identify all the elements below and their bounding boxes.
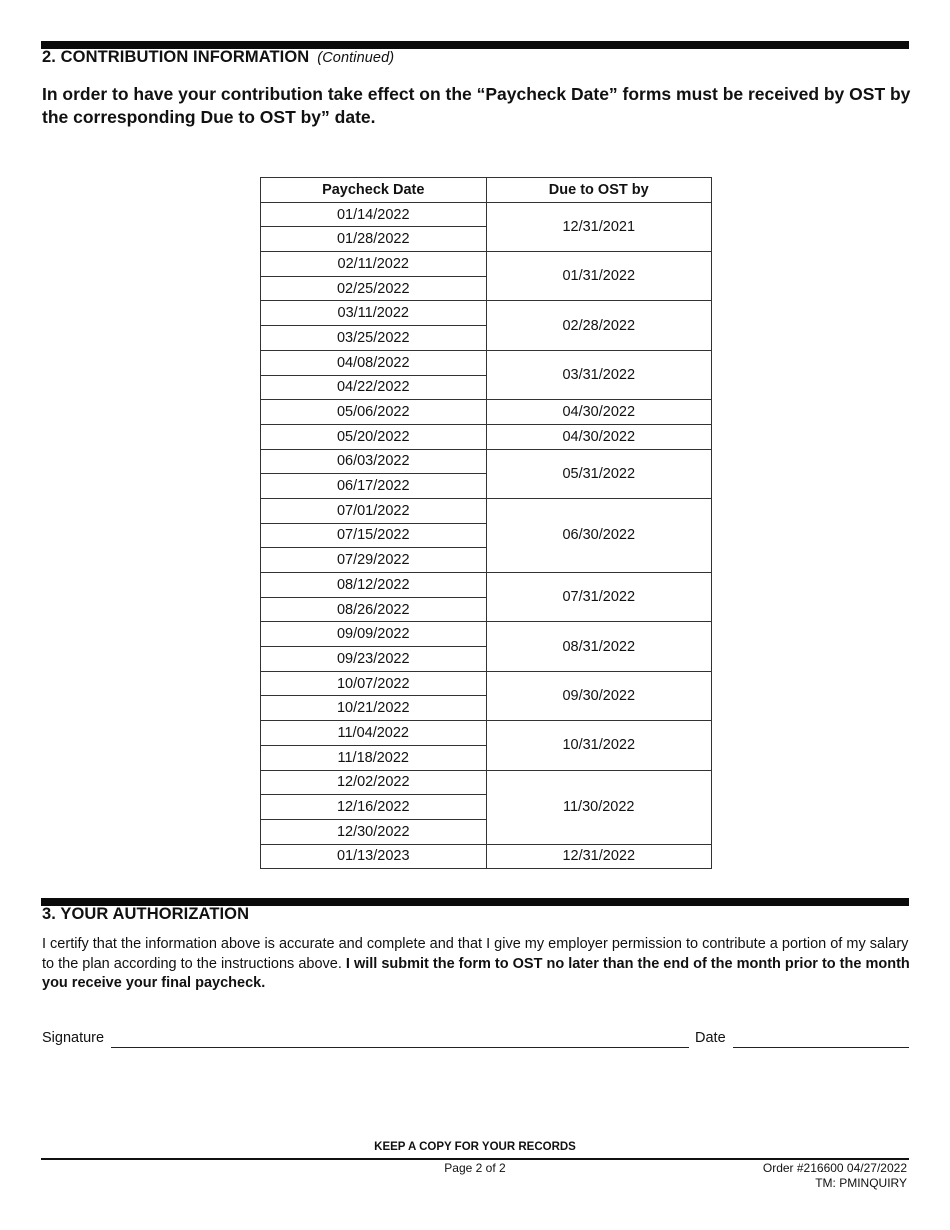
paycheck-date-cell: 10/21/2022: [261, 696, 487, 721]
paycheck-date-cell: 11/04/2022: [261, 721, 487, 746]
paycheck-schedule-table: [260, 177, 712, 869]
due-date-cell: 04/30/2022: [486, 400, 712, 425]
section-2-title: [42, 48, 394, 67]
table-header-row: [261, 178, 712, 203]
due-date-cell: 04/30/2022: [486, 424, 712, 449]
order-number: Order #216600 04/27/2022: [762, 1161, 907, 1175]
table-row: [261, 498, 712, 523]
authorization-statement: I certify that the information above is accurate and complete and that I give my employer permission to contribute a portion of my salary to the plan according to the instructions above.: [42, 936, 909, 972]
paycheck-date-cell: 02/11/2022: [261, 252, 487, 277]
paycheck-date-cell: 09/09/2022: [261, 622, 487, 647]
tm-code: TM: PMINQUIRY: [815, 1176, 907, 1190]
section-2-title-text: 2. CONTRIBUTION INFORMATION: [42, 48, 310, 66]
paycheck-date-cell: 07/01/2022: [261, 498, 487, 523]
due-date-cell: 07/31/2022: [486, 573, 712, 622]
keep-copy-notice: KEEP A COPY FOR YOUR RECORDS: [374, 1141, 576, 1153]
order-info: [763, 1161, 907, 1191]
table-row: [261, 400, 712, 425]
table-row: [261, 350, 712, 375]
table-row: [261, 424, 712, 449]
paycheck-date-cell: 11/18/2022: [261, 745, 487, 770]
due-date-cell: 05/31/2022: [486, 449, 712, 498]
paycheck-date-cell: 07/29/2022: [261, 548, 487, 573]
paycheck-date-cell: 01/28/2022: [261, 227, 487, 252]
due-date-cell: 01/31/2022: [486, 252, 712, 301]
signature-line[interactable]: [111, 1047, 689, 1048]
table-row: [261, 721, 712, 746]
table-row: [261, 573, 712, 598]
table-row: [261, 202, 712, 227]
table-row: [261, 671, 712, 696]
intro-paragraph: In order to have your contribution take effect on the “Paycheck Date” forms must be received by OST by the corresponding Due to OST by” date.: [42, 84, 911, 127]
table-row: [261, 844, 712, 869]
paycheck-date-cell: 09/23/2022: [261, 647, 487, 672]
paycheck-date-cell: 08/26/2022: [261, 597, 487, 622]
column-header-due-to-ost: Due to OST by: [486, 178, 712, 203]
table-row: [261, 252, 712, 277]
paycheck-date-cell: 01/13/2023: [261, 844, 487, 869]
paycheck-date-cell: 10/07/2022: [261, 671, 487, 696]
paycheck-date-cell: 04/08/2022: [261, 350, 487, 375]
authorization-bold-statement: I will submit the form to OST no later than the end of the month prior to the month you receive your final paycheck.: [42, 955, 910, 991]
date-line[interactable]: [733, 1047, 909, 1048]
due-date-cell: 08/31/2022: [486, 622, 712, 671]
paycheck-date-cell: 05/20/2022: [261, 424, 487, 449]
section-3-title: 3. YOUR AUTHORIZATION: [42, 905, 250, 923]
paycheck-date-cell: 12/02/2022: [261, 770, 487, 795]
paycheck-date-cell: 01/14/2022: [261, 202, 487, 227]
due-date-cell: 09/30/2022: [486, 671, 712, 720]
paycheck-date-cell: 12/30/2022: [261, 819, 487, 844]
paycheck-date-cell: 02/25/2022: [261, 276, 487, 301]
paycheck-date-cell: 03/11/2022: [261, 301, 487, 326]
footer-rule: [41, 1158, 909, 1160]
paycheck-date-cell: 07/15/2022: [261, 523, 487, 548]
signature-label: Signature: [42, 1030, 105, 1046]
due-date-cell: 12/31/2021: [486, 202, 712, 251]
due-date-cell: 06/30/2022: [486, 498, 712, 572]
table-row: [261, 449, 712, 474]
table-row: [261, 770, 712, 795]
due-date-cell: 11/30/2022: [486, 770, 712, 844]
paycheck-date-cell: 04/22/2022: [261, 375, 487, 400]
due-date-cell: 03/31/2022: [486, 350, 712, 399]
column-header-paycheck-date: Paycheck Date: [261, 178, 487, 203]
due-date-cell: 10/31/2022: [486, 721, 712, 770]
authorization-text: [42, 935, 912, 994]
paycheck-date-cell: 05/06/2022: [261, 400, 487, 425]
paycheck-date-cell: 12/16/2022: [261, 795, 487, 820]
paycheck-date-cell: 06/03/2022: [261, 449, 487, 474]
due-date-cell: 12/31/2022: [486, 844, 712, 869]
paycheck-date-cell: 06/17/2022: [261, 474, 487, 499]
paycheck-date-cell: 03/25/2022: [261, 326, 487, 351]
page-number: Page 2 of 2: [444, 1161, 506, 1175]
table-row: [261, 622, 712, 647]
table-body: [261, 202, 712, 869]
due-date-cell: 02/28/2022: [486, 301, 712, 350]
date-label: Date: [695, 1030, 726, 1046]
table-row: [261, 301, 712, 326]
continued-label: (Continued): [317, 50, 395, 66]
paycheck-date-cell: 08/12/2022: [261, 573, 487, 598]
